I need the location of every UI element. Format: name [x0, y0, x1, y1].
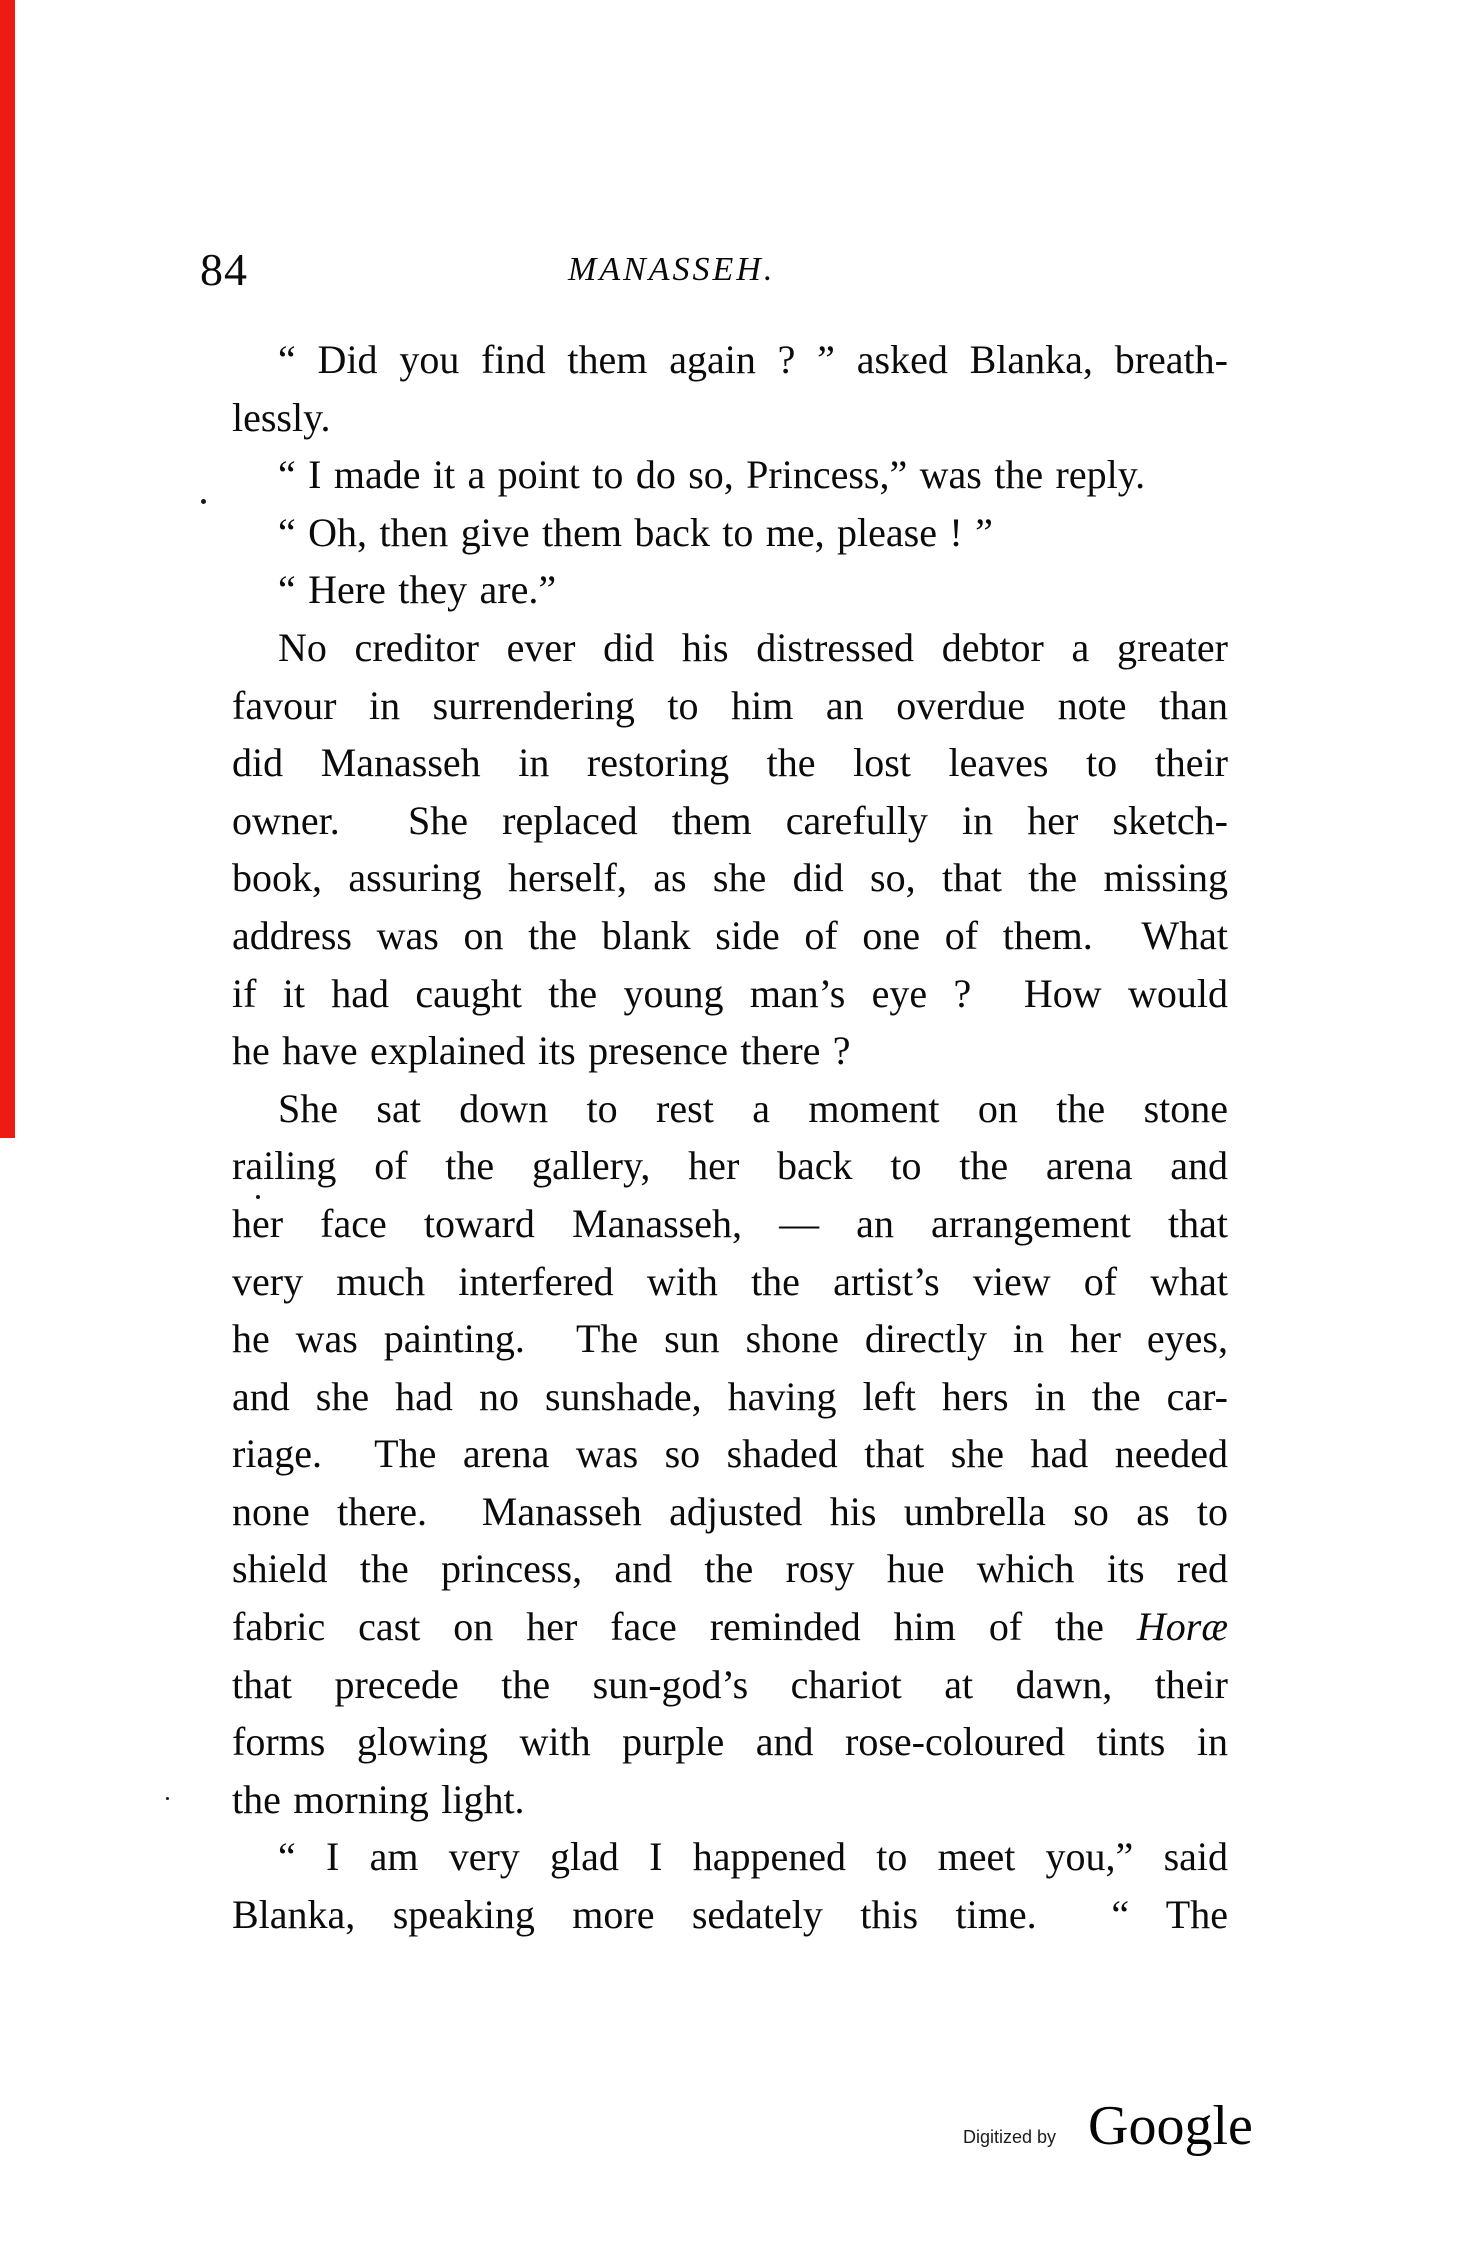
text-line: fabric cast on her face reminded him of the Horæ [232, 1604, 1228, 1650]
page-number: 84 [200, 244, 248, 295]
running-head: MANASSEH. [568, 251, 776, 288]
text-line: favour in surrendering to him an overdue note than [232, 682, 1228, 728]
text-line: did Manasseh in restoring the lost leaves to their [232, 740, 1228, 786]
text-line: he have explained its presence there ? [232, 1028, 851, 1074]
text-line: and she had no sunshade, having left hers in the car- [232, 1373, 1228, 1419]
text-line: “ I am very glad I happened to meet you,” said [278, 1834, 1228, 1880]
google-logo: Google [1088, 2095, 1253, 2157]
text-line: lessly. [232, 394, 331, 440]
text-line: owner. She replaced them carefully in her sketch- [232, 797, 1228, 843]
ink-speck [166, 1797, 169, 1800]
text-line: shield the princess, and the rosy hue which its red [232, 1546, 1228, 1592]
text-line: “ Here they are.” [278, 567, 557, 613]
text-line: Blanka, speaking more sedately this time. “ The [232, 1892, 1228, 1938]
text-line: forms glowing with purple and rose-coloured tints in [232, 1719, 1228, 1765]
text-line: he was painting. The sun shone directly in her eyes, [232, 1316, 1228, 1362]
text-line: her face toward Manasseh, — an arrangement that [232, 1200, 1228, 1246]
text-line: that precede the sun-god’s chariot at dawn, their [232, 1661, 1228, 1707]
digitized-by-label: Digitized by [963, 2127, 1057, 2147]
text-line: She sat down to rest a moment on the stone [278, 1085, 1228, 1131]
text-line: “ I made it a point to do so, Princess,” was the reply. [278, 452, 1146, 498]
text-line: riage. The arena was so shaded that she had needed [232, 1431, 1228, 1477]
ink-speck [256, 1195, 260, 1199]
text-line: railing of the gallery, her back to the arena and [232, 1143, 1228, 1189]
text-line: very much interfered with the artist’s view of what [232, 1258, 1228, 1304]
ink-speck [201, 499, 206, 504]
text-line: none there. Manasseh adjusted his umbrella so as to [232, 1488, 1228, 1534]
text-line: No creditor ever did his distressed debtor a greater [278, 624, 1228, 670]
text-line: if it had caught the young man’s eye ? How would [232, 970, 1228, 1016]
text-line: address was on the blank side of one of them. What [232, 912, 1228, 958]
scan-edge-artifact [0, 0, 15, 1138]
text-line: the morning light. [232, 1776, 525, 1822]
text-line: “ Oh, then give them back to me, please ! ” [278, 509, 993, 555]
body-text [232, 331, 1228, 1944]
text-line: “ Did you find them again ? ” asked Blanka, breath- [278, 337, 1228, 382]
text-line: book, assuring herself, as she did so, that the missing [232, 855, 1228, 901]
